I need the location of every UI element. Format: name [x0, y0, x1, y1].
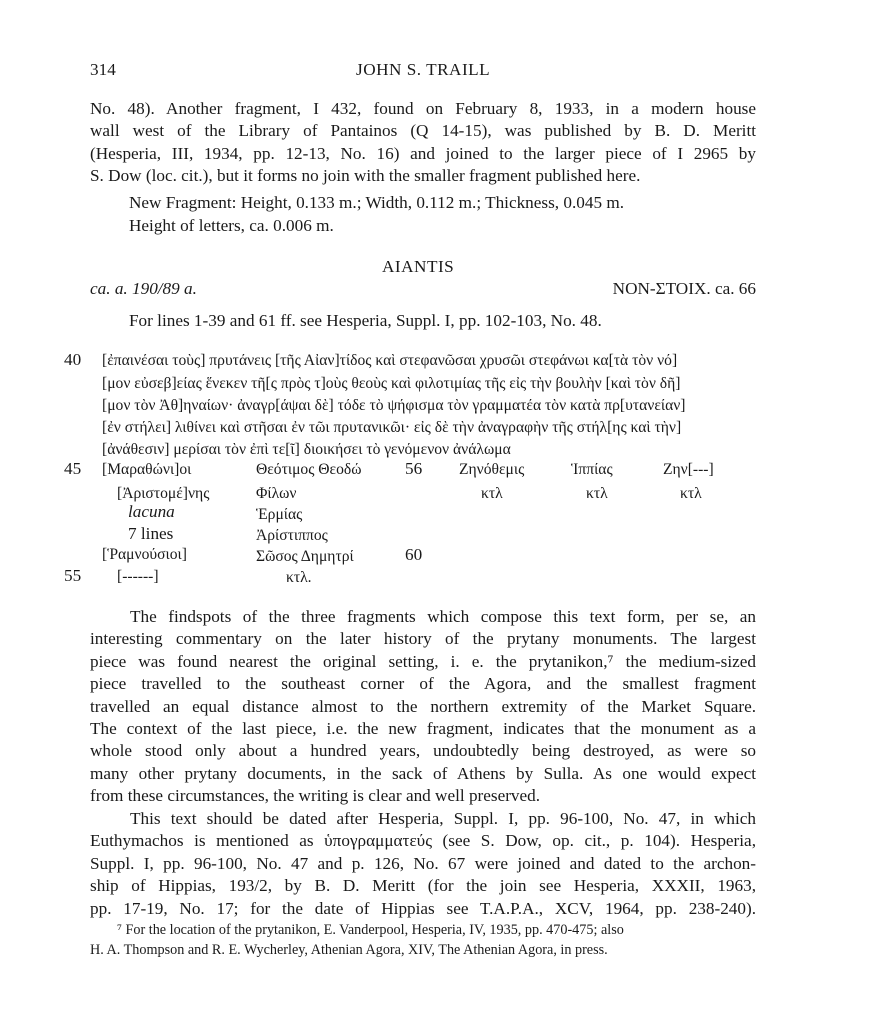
text-line: whole stood only about a hundred years, undoubtedly being destroyed, as were so: [90, 741, 756, 761]
inscription-style: NON-ΣΤΟΙΧ. ca. 66: [612, 279, 756, 298]
text-line: (Hesperia, III, 1934, pp. 12-13, No. 16) and joined to the larger piece of I 2965 by: [90, 143, 756, 163]
text-line: ship of Hippias, 193/2, by B. D. Meritt (for the join see Hesperia, XXXII, 1963,: [90, 876, 756, 896]
lacuna-lines: 7 lines: [128, 524, 174, 543]
catalog-entry: Ζηνόθεμις: [459, 461, 525, 478]
text-line: interesting commentary on the later history of the prytany monuments. The largest: [90, 629, 756, 649]
running-title: JOHN S. TRAILL: [356, 60, 491, 79]
fragment-dimensions: New Fragment: Height, 0.133 m.; Width, 0.112 m.; Thickness, 0.045 m.: [129, 193, 625, 212]
letter-height: Height of letters, ca. 0.006 m.: [129, 216, 334, 235]
text-line: This text should be dated after Hesperia, Suppl. I, pp. 96-100, No. 47, in which: [130, 809, 756, 828]
catalog-entry: Ἑρμίας: [256, 506, 303, 523]
greek-line: [ἐπαινέσαι τοὺς] πρυτάνεις [τῆς Αἰαν]τίδος καὶ στεφανῶσαι χρυσῶι στεφάνωι κα[τὰ τὸν νό]: [102, 352, 678, 369]
line-number-60: 60: [405, 545, 423, 564]
catalog-entry: Ἱππίας: [571, 461, 613, 478]
lacuna-label: lacuna: [128, 502, 175, 521]
catalog-entry: Ζην[---]: [663, 461, 714, 478]
catalog-entry: [Ῥαμνούσιοι]: [102, 546, 187, 563]
text-line: pp. 17-19, No. 17; for the date of Hippias see T.A.P.A., XCV, 1964, pp. 238-240).: [90, 898, 756, 918]
greek-line: [ἐν στήλει] λιθίνει καὶ στῆσαι ἐν τῶι πρυτανικῶι· εἰς δὲ τὴν ἀναγραφὴν τῆς στήλ[ης καὶ τὴν]: [102, 419, 682, 436]
text-line: S. Dow (loc. cit.), but it forms no join with the smaller fragment published here.: [90, 166, 641, 186]
catalog-entry: Σῶσος Δημητρί: [256, 548, 354, 565]
text-line: piece travelled to the southeast corner of the Agora, and the smallest fragment: [90, 674, 756, 694]
text-line: The context of the last piece, i.e. the new fragment, indicates that the monument as a: [90, 718, 756, 738]
body-paragraph-2: [90, 808, 756, 920]
catalog-entry: Θεότιμος Θεοδώ: [256, 461, 362, 478]
body-paragraph-1: [90, 606, 756, 808]
line-number-45: 45: [64, 459, 82, 478]
catalog-entry: Ἀρίστιππος: [256, 527, 328, 544]
text-line: No. 48). Another fragment, I 432, found on February 8, 1933, in a modern house: [90, 99, 756, 118]
intro-paragraph: [90, 98, 756, 188]
page-number: 314: [90, 60, 116, 79]
catalog-entry: κτλ: [481, 485, 503, 502]
text-line: travelled an equal distance almost to the northern extremity of the Market Square.: [90, 696, 756, 716]
inscription-title: AIANTIS: [382, 257, 455, 276]
text-line: The findspots of the three fragments which compose this text form, per se, an: [130, 607, 756, 626]
catalog-entry: κτλ: [680, 485, 702, 502]
footnote-line: ⁷ For the location of the prytanikon, E. Vanderpool, Hesperia, IV, 1935, pp. 470-475; also: [117, 922, 624, 938]
greek-line: [μον τὸν Ἀθ]ηναίων· ἀναγρ[άψαι δὲ] τόδε τὸ ψήφισμα τὸν γραμματέα τὸν κατὰ πρ[υτανείαν]: [102, 397, 686, 414]
text-line: wall west of the Library of Pantainos (Q 14-15), was published by B. D. Meritt: [90, 121, 756, 141]
line-number-40: 40: [64, 350, 82, 369]
line-number-55: 55: [64, 566, 82, 585]
inscription-reference: For lines 1-39 and 61 ff. see Hesperia, Suppl. I, pp. 102-103, No. 48.: [129, 311, 602, 330]
greek-line: [μον εὐσεβ]είας ἕνεκεν τῆ[ς πρὸς τ]οὺς θεοὺς καὶ φιλοτιμίας τῆς εἰς τὴν βουλὴν [καὶ τὸν δῆ]: [102, 375, 681, 392]
greek-line: [ἀνάθεσιν] μερίσαι τὸν ἐπὶ τε[ῖ] διοικήσει τὸ γενόμενον ἀνάλωμα: [102, 441, 511, 458]
line-number-56: 56: [405, 459, 423, 478]
footnote-line: H. A. Thompson and R. E. Wycherley, Athenian Agora, XIV, The Athenian Agora, in press.: [90, 942, 608, 958]
inscription-date: ca. a. 190/89 a.: [90, 279, 197, 298]
catalog-entry: κτλ.: [286, 569, 312, 586]
catalog-entry: [Ἀριστομέ]νης: [117, 485, 210, 502]
text-line: many other prytany documents, in the sack of Athens by Sulla. As one would expect: [90, 763, 756, 783]
catalog-entry: κτλ: [586, 485, 608, 502]
text-line: Suppl. I, pp. 96-100, No. 47 and p. 126, No. 67 were joined and dated to the archon-: [90, 853, 756, 873]
catalog-entry: [Μαραθώνι]οι: [102, 461, 192, 478]
catalog-entry: Φίλων: [256, 485, 297, 502]
text-line: Euthymachos is mentioned as ὑπογραμματεύς (see S. Dow, op. cit., p. 104). Hesperia,: [90, 831, 756, 851]
catalog-entry: [------]: [117, 568, 159, 585]
text-line: piece was found nearest the original setting, i. e. the prytanikon,⁷ the medium-sized: [90, 651, 756, 671]
text-line: from these circumstances, the writing is clear and well preserved.: [90, 786, 541, 806]
